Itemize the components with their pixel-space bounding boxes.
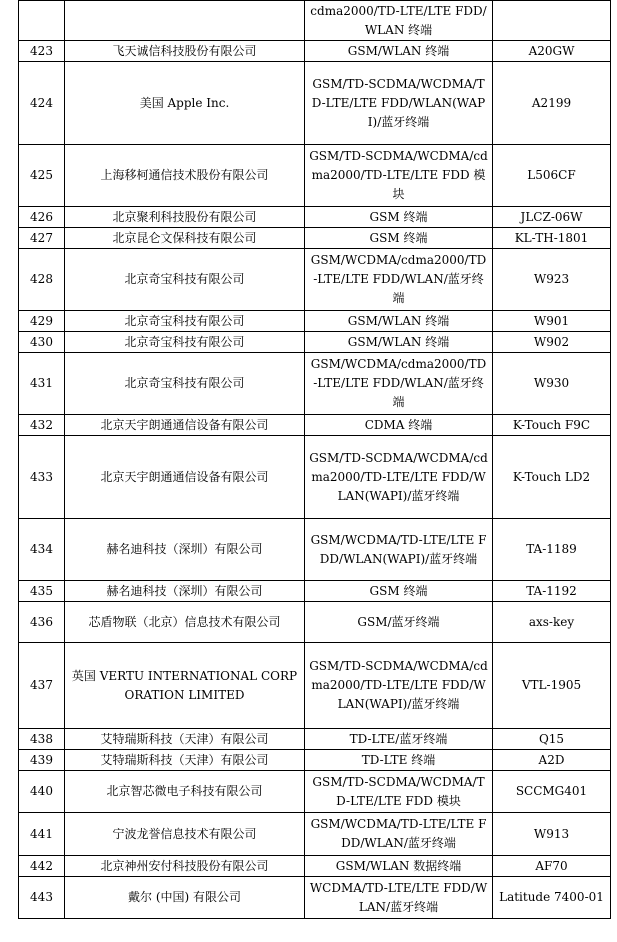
company-cell: 北京天宇朗通通信设备有限公司	[65, 436, 305, 519]
model-cell	[493, 1, 611, 41]
model-cell: Latitude 7400-01	[493, 877, 611, 919]
type-cell: cdma2000/TD-LTE/LTE FDD/WLAN 终端	[305, 1, 493, 41]
model-cell: W901	[493, 311, 611, 332]
type-cell: GSM/蓝牙终端	[305, 602, 493, 643]
no-cell: 425	[19, 145, 65, 207]
table-row	[19, 602, 611, 643]
model-cell: A2D	[493, 750, 611, 771]
type-cell: TD-LTE/蓝牙终端	[305, 729, 493, 750]
company-cell: 北京智芯微电子科技有限公司	[65, 771, 305, 813]
type-cell: GSM/WLAN 终端	[305, 332, 493, 353]
type-cell: CDMA 终端	[305, 415, 493, 436]
company-cell: 戴尔 (中国) 有限公司	[65, 877, 305, 919]
model-cell: W923	[493, 249, 611, 311]
model-cell: VTL-1905	[493, 643, 611, 729]
type-cell: GSM/TD-SCDMA/WCDMA/cdma2000/TD-LTE/LTE FDD 模块	[305, 145, 493, 207]
company-cell: 飞天诚信科技股份有限公司	[65, 41, 305, 62]
type-cell: GSM/WCDMA/TD-LTE/LTE FDD/WLAN/蓝牙终端	[305, 813, 493, 856]
model-cell: TA-1189	[493, 519, 611, 581]
table-row	[19, 332, 611, 353]
type-cell: GSM/WCDMA/cdma2000/TD-LTE/LTE FDD/WLAN/蓝牙终端	[305, 249, 493, 311]
no-cell: 434	[19, 519, 65, 581]
company-cell: 芯盾物联（北京）信息技术有限公司	[65, 602, 305, 643]
company-cell: 北京奇宝科技有限公司	[65, 249, 305, 311]
model-cell: K-Touch F9C	[493, 415, 611, 436]
type-cell: GSM/WLAN 数据终端	[305, 856, 493, 877]
company-cell: 北京奇宝科技有限公司	[65, 332, 305, 353]
company-cell	[65, 1, 305, 41]
table-row	[19, 62, 611, 145]
no-cell: 437	[19, 643, 65, 729]
type-cell: GSM/TD-SCDMA/WCDMA/cdma2000/TD-LTE/LTE FDD/WLAN(WAPI)/蓝牙终端	[305, 643, 493, 729]
company-cell: 北京聚利科技股份有限公司	[65, 207, 305, 228]
type-cell: GSM/TD-SCDMA/WCDMA/TD-LTE/LTE FDD/WLAN(WAPI)/蓝牙终端	[305, 62, 493, 145]
no-cell	[19, 1, 65, 41]
table-row	[19, 581, 611, 602]
model-cell: TA-1192	[493, 581, 611, 602]
no-cell: 435	[19, 581, 65, 602]
table-row	[19, 353, 611, 415]
table-row	[19, 415, 611, 436]
model-cell: JLCZ-06W	[493, 207, 611, 228]
table-row	[19, 436, 611, 519]
type-cell: GSM/WCDMA/TD-LTE/LTE FDD/WLAN(WAPI)/蓝牙终端	[305, 519, 493, 581]
no-cell: 440	[19, 771, 65, 813]
company-cell: 美国 Apple Inc.	[65, 62, 305, 145]
device-approval-table	[18, 0, 611, 919]
table-row	[19, 813, 611, 856]
table-row	[19, 207, 611, 228]
company-cell: 英国 VERTU INTERNATIONAL CORPORATION LIMITED	[65, 643, 305, 729]
no-cell: 430	[19, 332, 65, 353]
no-cell: 431	[19, 353, 65, 415]
type-cell: GSM/TD-SCDMA/WCDMA/TD-LTE/LTE FDD 模块	[305, 771, 493, 813]
model-cell: axs-key	[493, 602, 611, 643]
no-cell: 433	[19, 436, 65, 519]
company-cell: 北京奇宝科技有限公司	[65, 311, 305, 332]
company-cell: 北京神州安付科技股份有限公司	[65, 856, 305, 877]
model-cell: KL-TH-1801	[493, 228, 611, 249]
type-cell: GSM/WLAN 终端	[305, 311, 493, 332]
no-cell: 429	[19, 311, 65, 332]
no-cell: 439	[19, 750, 65, 771]
model-cell: W930	[493, 353, 611, 415]
table-row	[19, 750, 611, 771]
company-cell: 北京昆仑文保科技有限公司	[65, 228, 305, 249]
no-cell: 427	[19, 228, 65, 249]
model-cell: K-Touch LD2	[493, 436, 611, 519]
model-cell: W913	[493, 813, 611, 856]
table-row	[19, 771, 611, 813]
type-cell: GSM 终端	[305, 581, 493, 602]
type-cell: GSM/WLAN 终端	[305, 41, 493, 62]
no-cell: 423	[19, 41, 65, 62]
model-cell: SCCMG401	[493, 771, 611, 813]
type-cell: GSM 终端	[305, 207, 493, 228]
model-cell: W902	[493, 332, 611, 353]
type-cell: GSM 终端	[305, 228, 493, 249]
type-cell: GSM/TD-SCDMA/WCDMA/cdma2000/TD-LTE/LTE FDD/WLAN(WAPI)/蓝牙终端	[305, 436, 493, 519]
table-row	[19, 249, 611, 311]
type-cell: WCDMA/TD-LTE/LTE FDD/WLAN/蓝牙终端	[305, 877, 493, 919]
type-cell: GSM/WCDMA/cdma2000/TD-LTE/LTE FDD/WLAN/蓝牙终端	[305, 353, 493, 415]
company-cell: 艾特瑞斯科技（天津）有限公司	[65, 729, 305, 750]
company-cell: 上海移柯通信技术股份有限公司	[65, 145, 305, 207]
company-cell: 北京奇宝科技有限公司	[65, 353, 305, 415]
table-row	[19, 311, 611, 332]
company-cell: 宁波龙誉信息技术有限公司	[65, 813, 305, 856]
no-cell: 424	[19, 62, 65, 145]
no-cell: 443	[19, 877, 65, 919]
type-cell: TD-LTE 终端	[305, 750, 493, 771]
no-cell: 438	[19, 729, 65, 750]
table-row	[19, 145, 611, 207]
table-row	[19, 228, 611, 249]
company-cell: 赫名迪科技（深圳）有限公司	[65, 519, 305, 581]
table-row	[19, 877, 611, 919]
no-cell: 441	[19, 813, 65, 856]
model-cell: Q15	[493, 729, 611, 750]
no-cell: 428	[19, 249, 65, 311]
table-row	[19, 519, 611, 581]
model-cell: A20GW	[493, 41, 611, 62]
model-cell: L506CF	[493, 145, 611, 207]
table-row	[19, 856, 611, 877]
model-cell: AF70	[493, 856, 611, 877]
table-row	[19, 1, 611, 41]
no-cell: 432	[19, 415, 65, 436]
company-cell: 北京天宇朗通通信设备有限公司	[65, 415, 305, 436]
no-cell: 442	[19, 856, 65, 877]
table-row	[19, 729, 611, 750]
model-cell: A2199	[493, 62, 611, 145]
no-cell: 436	[19, 602, 65, 643]
company-cell: 赫名迪科技（深圳）有限公司	[65, 581, 305, 602]
no-cell: 426	[19, 207, 65, 228]
company-cell: 艾特瑞斯科技（天津）有限公司	[65, 750, 305, 771]
table-row	[19, 643, 611, 729]
table-row	[19, 41, 611, 62]
